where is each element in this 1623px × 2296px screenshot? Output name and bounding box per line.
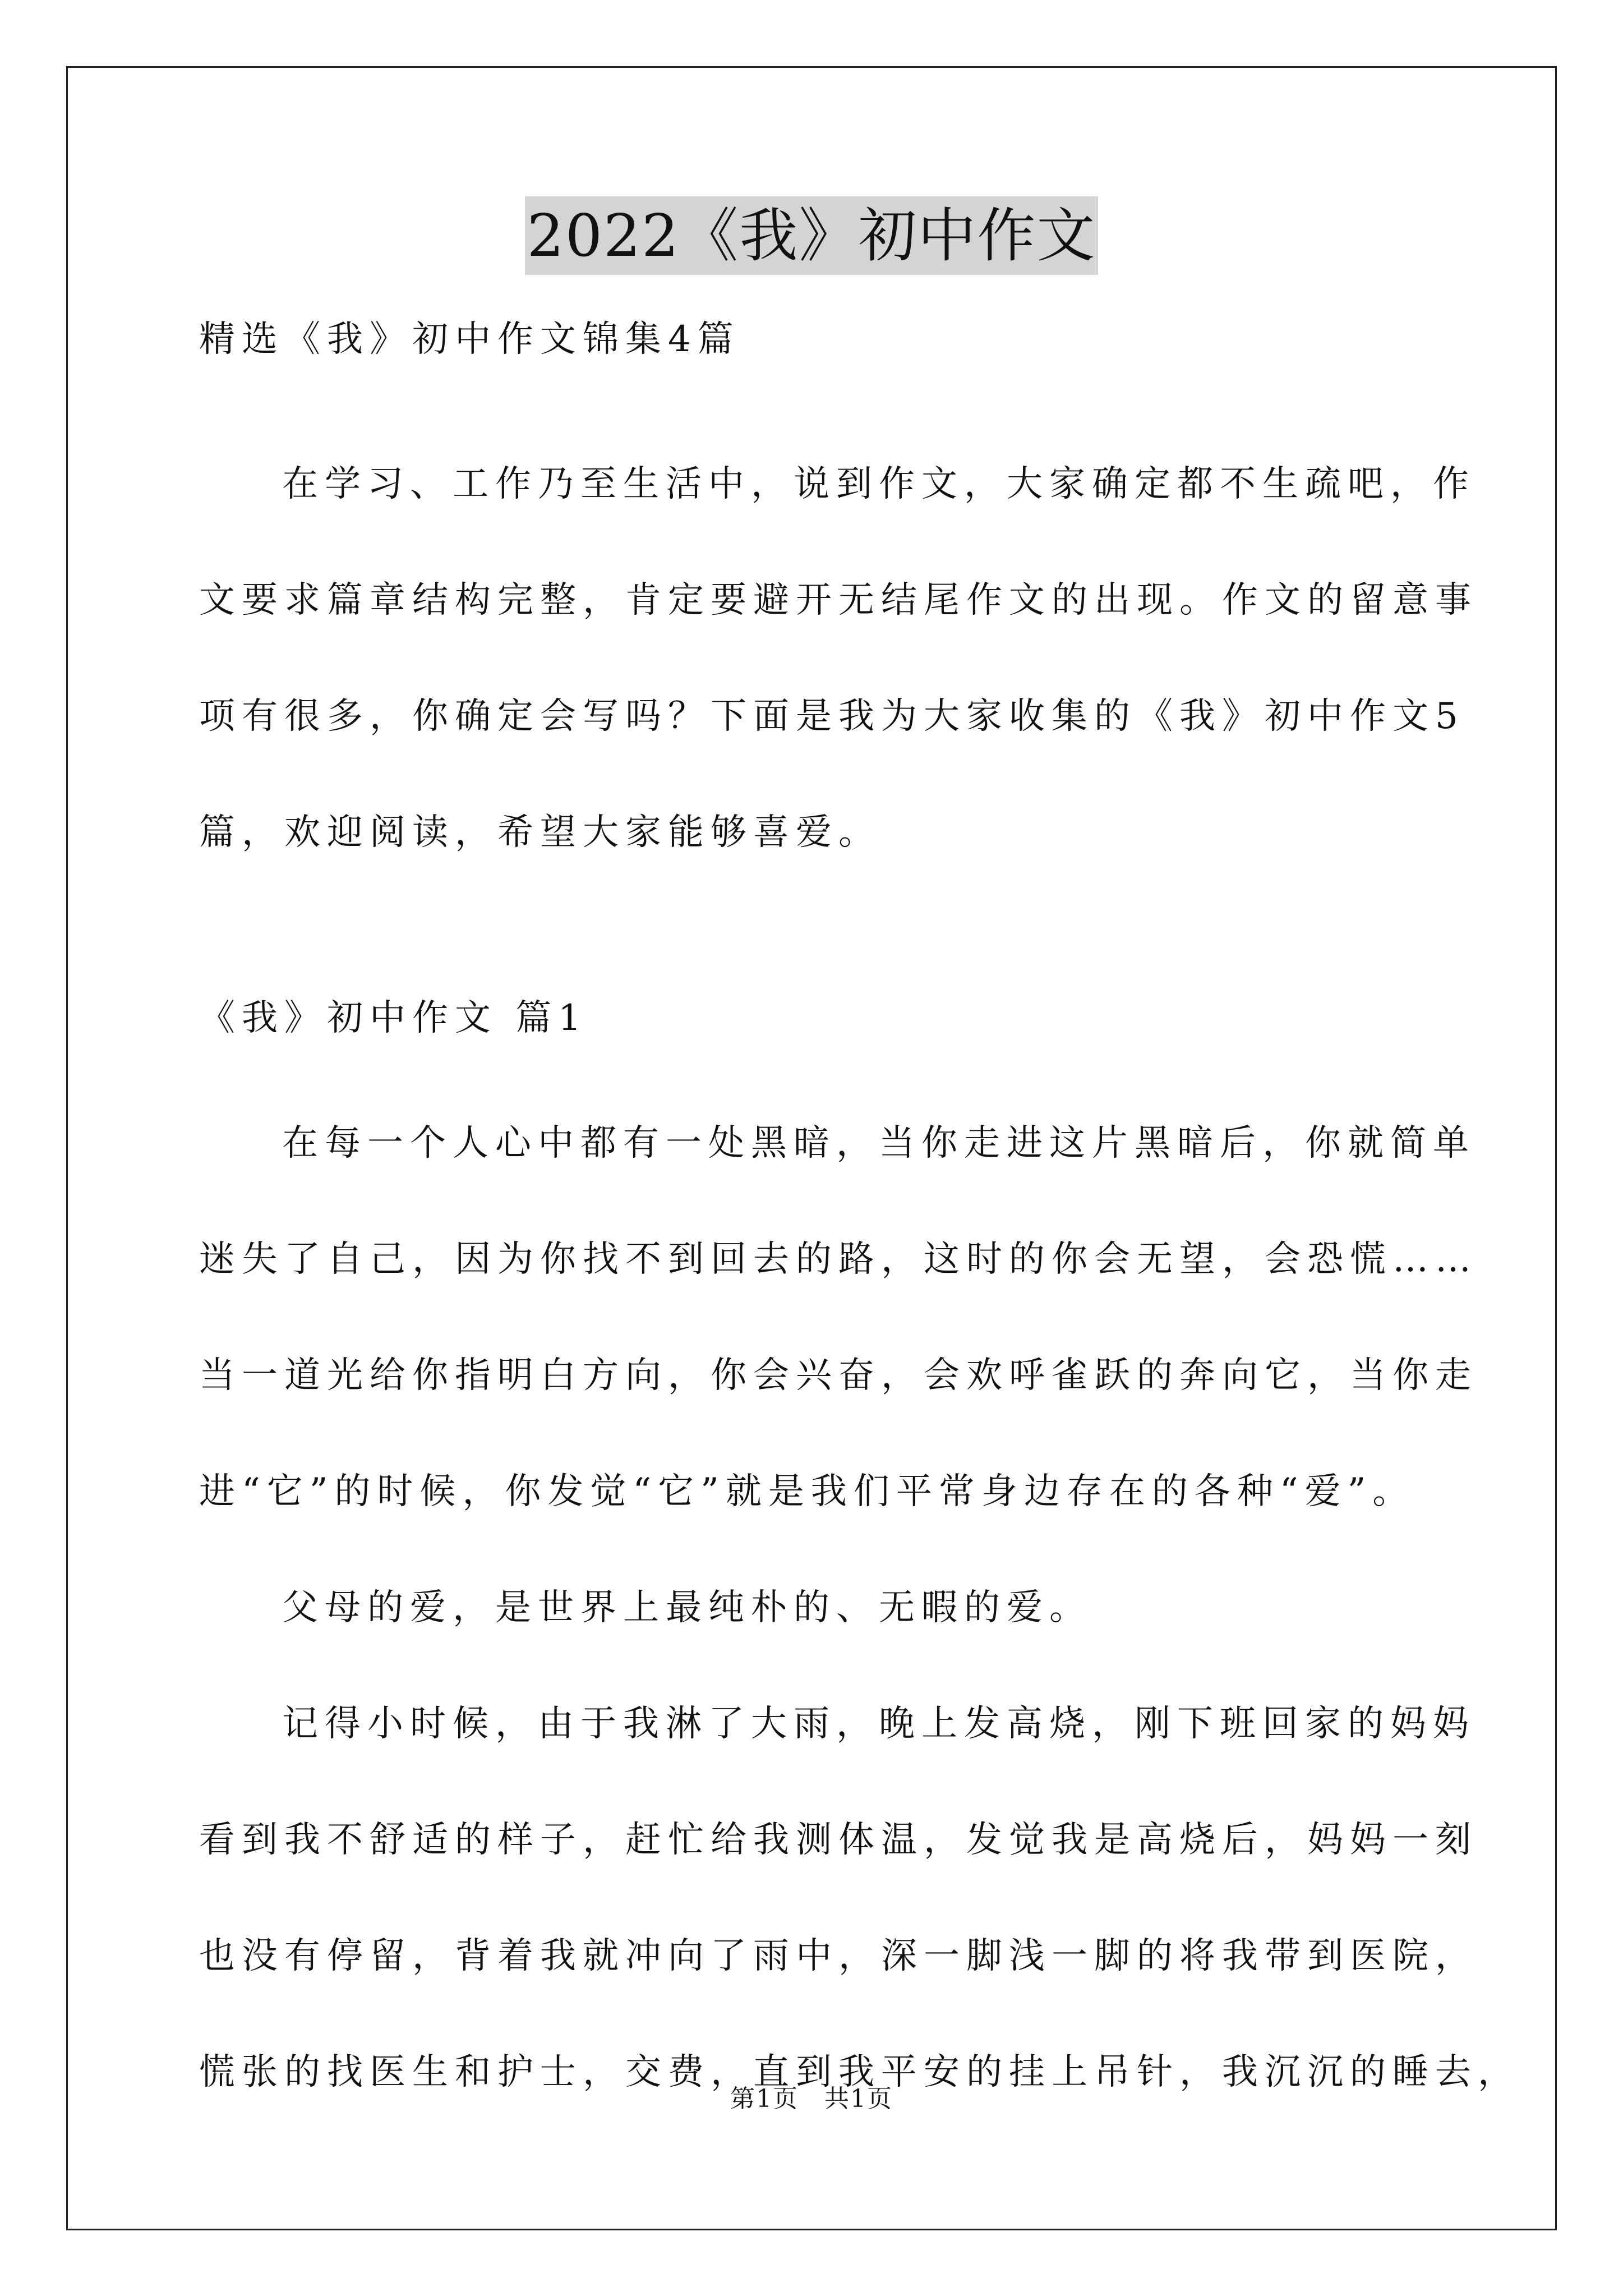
paragraph-line: 进“它”的时候，你发觉“它”就是我们平常身边存在的各种“爱”。: [199, 1471, 1415, 1512]
page-footer: 第1页 共1页: [730, 2085, 893, 2113]
body-paragraph-1: [199, 1085, 1478, 1550]
paragraph-line: 也没有停留，背着我就冲向了雨中，深一脚浅一脚的将我带到医院，: [199, 1935, 1478, 1977]
paragraph-line: 迷失了自己，因为你找不到回去的路，这时的你会无望，会恐慌……: [199, 1239, 1478, 1280]
paragraph-line: 记得小时候，由于我淋了大雨，晚上发高烧，刚下班回家的妈妈: [282, 1703, 1476, 1745]
section-heading: 《我》初中作文 篇1: [199, 997, 588, 1039]
paragraph-line: 慌张的找医生和护士，交费，直到我平安的挂上吊针，我沉沉的睡去，: [199, 2051, 1520, 2093]
intro-line: 在学习、工作乃至生活中，说到作文，大家确定都不生疏吧，作: [282, 463, 1476, 505]
title-container: [0, 196, 1623, 275]
document-title: 2022《我》初中作文: [525, 196, 1099, 275]
intro-paragraph: [199, 426, 1478, 891]
paragraph-line: 当一道光给你指明白方向，你会兴奋，会欢呼雀跃的奔向它，当你走: [199, 1355, 1478, 1396]
paragraph-line: 看到我不舒适的样子，赶忙给我测体温，发觉我是高烧后，妈妈一刻: [199, 1819, 1478, 1861]
paragraph-line: 父母的爱，是世界上最纯朴的、无暇的爱。: [282, 1587, 1092, 1628]
document-subtitle: 精选《我》初中作文锦集4篇: [199, 319, 740, 360]
paragraph-line: 在每一个人心中都有一处黑暗，当你走进这片黑暗后，你就简单: [282, 1122, 1476, 1164]
intro-line: 项有很多，你确定会写吗？下面是我为大家收集的《我》初中作文5: [199, 696, 1465, 737]
intro-line: 文要求篇章结构完整，肯定要避开无结尾作文的出现。作文的留意事: [199, 579, 1478, 621]
intro-line: 篇，欢迎阅读，希望大家能够喜爱。: [199, 812, 881, 853]
body-paragraph-3: [199, 1666, 1520, 2131]
body-paragraph-2: [199, 1550, 1433, 1666]
